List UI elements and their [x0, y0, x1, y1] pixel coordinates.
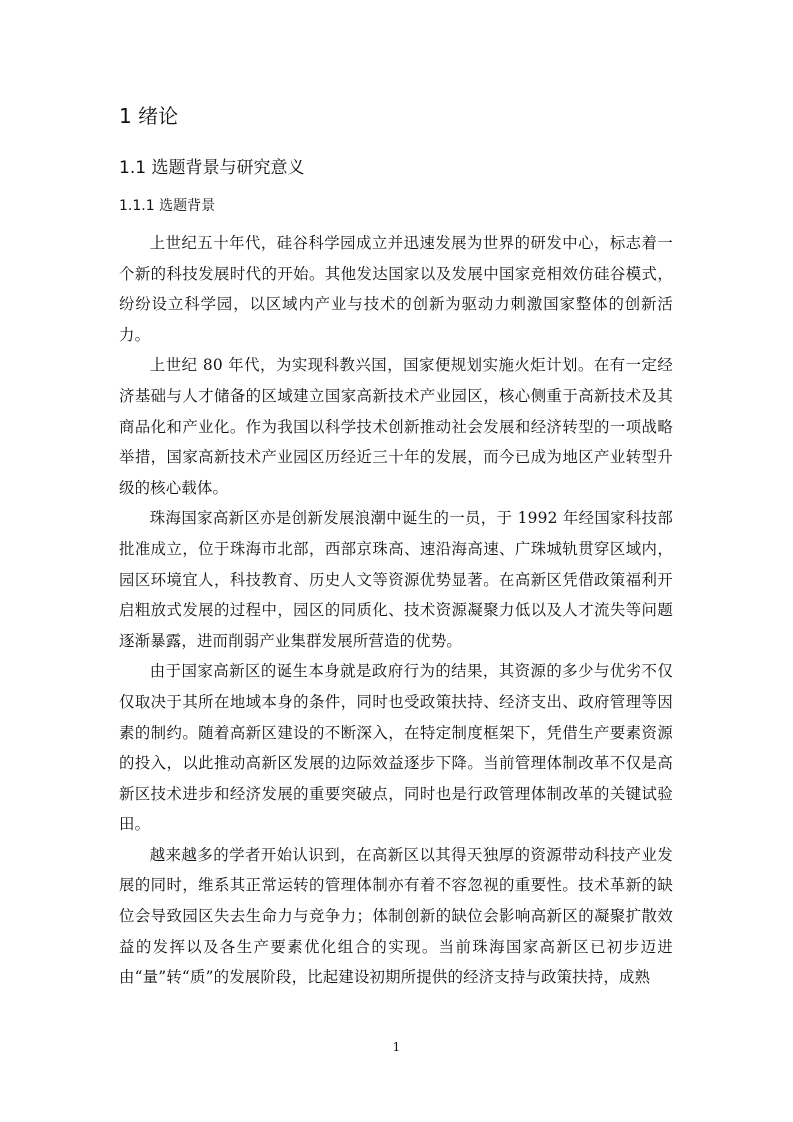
section-title: 1.1 选题背景与研究意义 [119, 158, 305, 178]
chapter-title: 1 绪论 [119, 104, 179, 128]
paragraph-5: 越来越多的学者开始认识到，在高新区以其得天独厚的资源带动科技产业发展的同时，维系其正常运转的管理体制亦有着不容忽视的重要性。技术革新的缺位会导致园区失去生命力与竞争力；体制创新的缺位会影响高新区的凝聚扩散效益的发挥以及各生产要素优化组合的实现。当前珠海国家高新区已初步迈进由“量”转“质”的发展阶段，比起建设初期所提供的经济支持与政策扶持，成熟 [119, 845, 673, 987]
page-content [119, 100, 673, 993]
subsection-title: 1.1.1 选题背景 [119, 198, 216, 214]
paragraph-1: 上世纪五十年代，硅谷科学园成立并迅速发展为世界的研发中心，标志着一个新的科技发展时代的开始。其他发达国家以及发展中国家竞相效仿硅谷模式，纷纷设立科学园，以区域内产业与技术的创新为驱动力刺激国家整体的创新活力。 [119, 234, 673, 344]
page-number: 1 [392, 1040, 401, 1054]
paragraph-3: 珠海国家高新区亦是创新发展浪潮中诞生的一员，于 1992 年经国家科技部批准成立，位于珠海市北部，西部京珠高、速沿海高速、广珠城轨贯穿区域内，园区环境宜人，科技教育、历史人文等资源优势显著。在高新区凭借政策福利开启粗放式发展的过程中，园区的同质化、技术资源凝聚力低以及人才流失等问题逐渐暴露，进而削弱产业集群发展所营造的优势。 [119, 509, 673, 650]
paragraph-4: 由于国家高新区的诞生本身就是政府行为的结果，其资源的多少与优劣不仅仅取决于其所在地域本身的条件，同时也受政策扶持、经济支出、政府管理等因素的制约。随着高新区建设的不断深入，在特定制度框架下，凭借生产要素资源的投入，以此推动高新区发展的边际效益逐步下降。当前管理体制改革不仅是高新区技术进步和经济发展的重要突破点，同时也是行政管理体制改革的关键试验田。 [119, 662, 673, 834]
paragraph-2: 上世纪 80 年代，为实现科教兴国，国家便规划实施火炬计划。在有一定经济基础与人才储备的区域建立国家高新技术产业园区，核心侧重于高新技术及其商品化和产业化。作为我国以科学技术创新推动社会发展和经济转型的一项战略举措，国家高新技术产业园区历经近三十年的发展，而今已成为地区产业转型升级的核心载体。 [119, 356, 673, 497]
